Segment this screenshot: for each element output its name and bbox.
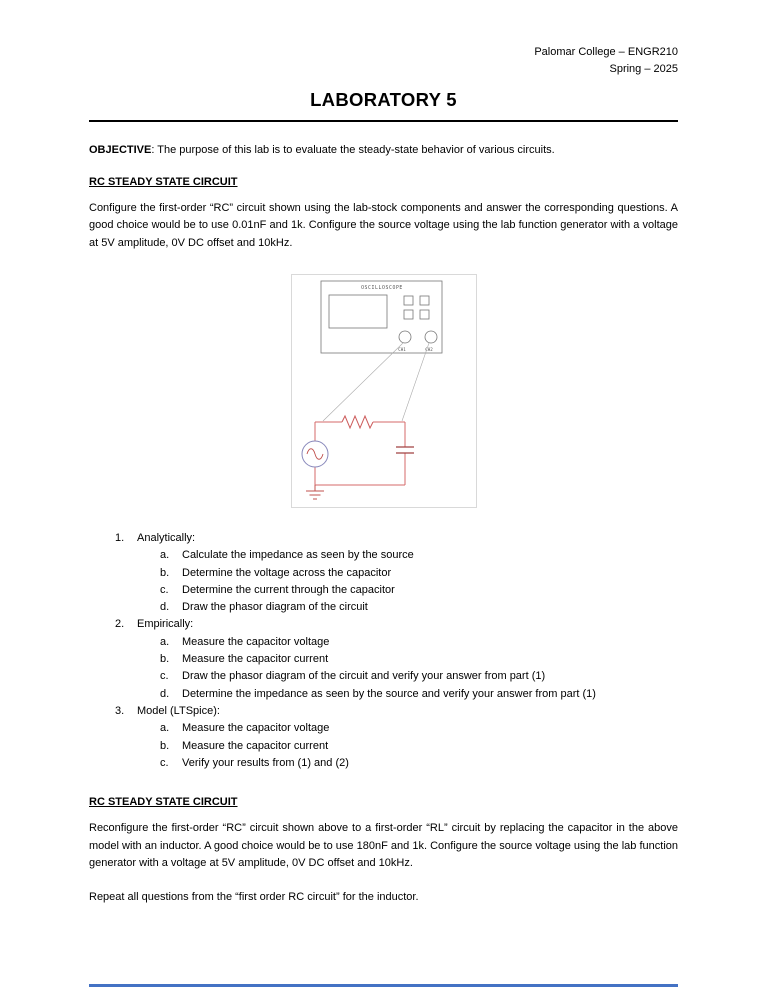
sub-item [89,547,678,564]
sub-item [89,720,678,737]
list-item-number: 1. [115,532,125,544]
capacitor-icon [396,447,414,453]
title-block [89,89,678,122]
footer-rule [89,984,678,987]
sub-item-text: Measure the capacitor current [182,653,329,666]
sub-item-text: Measure the capacitor voltage [182,635,330,648]
oscilloscope-label: OSCILLOSCOPE [360,286,403,291]
sub-item [89,634,678,651]
sub-item-letter: b. [160,739,170,752]
objective-line [89,142,678,160]
sub-item-text: Measure the capacitor voltage [182,722,330,735]
header-course: Palomar College – ENGR210 [534,46,678,58]
sub-item-text: Verify your results from (1) and (2) [182,756,349,769]
list-item-number: 2. [115,618,125,631]
probe-leads [323,343,429,421]
resistor-icon [342,416,373,428]
sub-item [89,755,678,772]
oscilloscope-icon [321,281,442,353]
list-item-label: Analytically: [137,532,196,544]
sub-item-letter: a. [160,549,170,562]
sub-item [89,582,678,599]
page-title: LABORATORY 5 [310,89,457,110]
document-header [89,44,678,77]
list-item-label: Model (LTSpice): [137,704,220,717]
sub-item-letter: d. [160,601,170,614]
circuit-wires [315,422,405,485]
sub-item-letter: a. [160,635,170,648]
rc-circuit-schematic [292,275,476,507]
ground-icon [306,485,324,499]
section2-heading: RC STEADY STATE CIRCUIT [89,796,238,809]
list-item [89,616,678,633]
sub-item-text: Measure the capacitor current [182,739,329,752]
sub-item-text: Determine the impedance as seen by the source and verify your answer from part (1) [182,687,596,700]
sub-item [89,599,678,616]
sub-item [89,686,678,703]
sub-item-text: Determine the voltage across the capacitor [182,566,392,579]
sub-item-text: Calculate the impedance as seen by the source [182,549,414,562]
list-item [89,703,678,720]
task-list [89,530,678,772]
sub-item-letter: b. [160,653,170,666]
sub-item-letter: d. [160,687,170,700]
objective-label: OBJECTIVE [89,144,152,156]
sub-item [89,668,678,685]
section1-heading: RC STEADY STATE CIRCUIT [89,175,238,188]
sub-item [89,565,678,582]
section2-closing-line: Repeat all questions from the “first order RC circuit” for the inductor. [89,890,419,903]
sub-item-letter: a. [160,722,170,735]
sub-item-text: Determine the current through the capacitor [182,583,395,596]
sub-item-letter: b. [160,566,170,579]
sub-item [89,651,678,668]
ch2-label: CH2 [424,347,433,352]
ch1-label: CH1 [397,347,406,352]
list-item [89,530,678,547]
circuit-figure [291,274,477,508]
section2-paragraph: Reconfigure the first-order “RC” circuit shown above to a first-order “RL” circuit by replacing the capacitor in the above model with an inductor. A good choice would be to use 180nF and 1k. Configure the source voltage using the lab function generator with a voltage at 5V amplitude, 0V DC offset and 10kHz. [89,822,678,870]
header-term: Spring – 2025 [609,62,678,75]
ac-source-icon [302,441,328,467]
list-item-label: Empirically: [137,618,194,631]
section1-paragraph: Configure the first-order “RC” circuit shown using the lab-stock components and answer the corresponding questions. A good choice would be to use 0.01nF and 1k. Configure the source voltage using the lab function generator with a voltage at 5V amplitude, 0V DC offset and 10kHz. [89,201,678,249]
objective-text: : The purpose of this lab is to evaluate the steady-state behavior of various circuits. [151,144,555,156]
sub-item [89,738,678,755]
sub-item-letter: c. [160,756,169,769]
list-item-number: 3. [115,704,125,717]
sub-item-text: Draw the phasor diagram of the circuit [182,601,368,614]
sub-item-letter: c. [160,583,169,596]
sub-item-text: Draw the phasor diagram of the circuit and verify your answer from part (1) [182,670,546,683]
sub-item-letter: c. [160,670,169,683]
